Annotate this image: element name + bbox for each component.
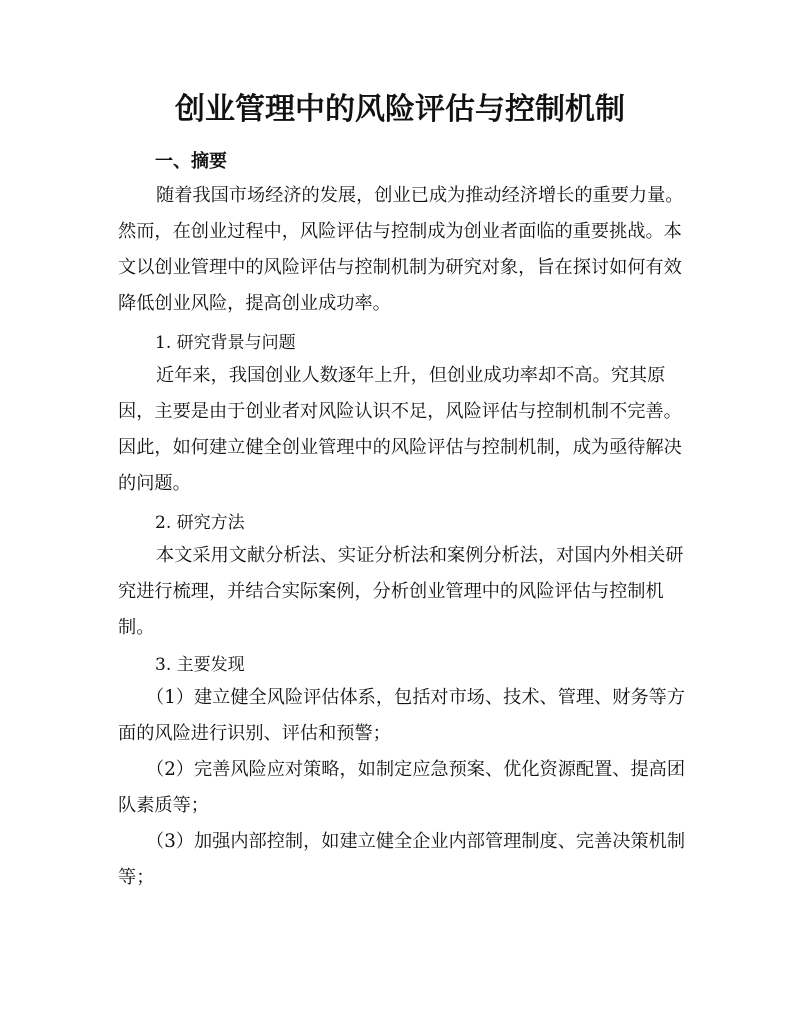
document-title: 创业管理中的风险评估与控制机制: [175, 92, 625, 127]
finding-item-2: （2）完善风险应对策略，如制定应急预案、优化资源配置、提高团队素质等；: [118, 759, 686, 816]
subsection-title-findings: 3. 主要发现: [155, 655, 245, 675]
method-paragraph: 本文采用文献分析法、实证分析法和案例分析法，对国内外相关研究进行梳理，并结合实际案例，分析创业管理中的风险评估与控制机制。: [118, 545, 684, 638]
subsection-title-background: 1. 研究背景与问题: [155, 333, 296, 353]
finding-item-3: （3）加强内部控制，如建立健全企业内部管理制度、完善决策机制等；: [118, 831, 686, 888]
abstract-paragraph: 随着我国市场经济的发展，创业已成为推动经济增长的重要力量。然而，在创业过程中，风险评估与控制成为创业者面临的重要挑战。本文以创业管理中的风险评估与控制机制为研究对象，旨在探讨如何有效降低创业风险，提高创业成功率。: [118, 185, 684, 314]
section-heading-abstract: 一、摘要: [155, 151, 227, 172]
background-paragraph: 近年来，我国创业人数逐年上升，但创业成功率却不高。究其原因，主要是由于创业者对风险认识不足，风险评估与控制机制不完善。因此，如何建立健全创业管理中的风险评估与控制机制，成为亟待解决的问题。: [118, 365, 682, 494]
finding-item-1: （1）建立健全风险评估体系，包括对市场、技术、管理、财务等方面的风险进行识别、评估和预警；: [118, 687, 686, 744]
subsection-title-method: 2. 研究方法: [155, 513, 245, 533]
